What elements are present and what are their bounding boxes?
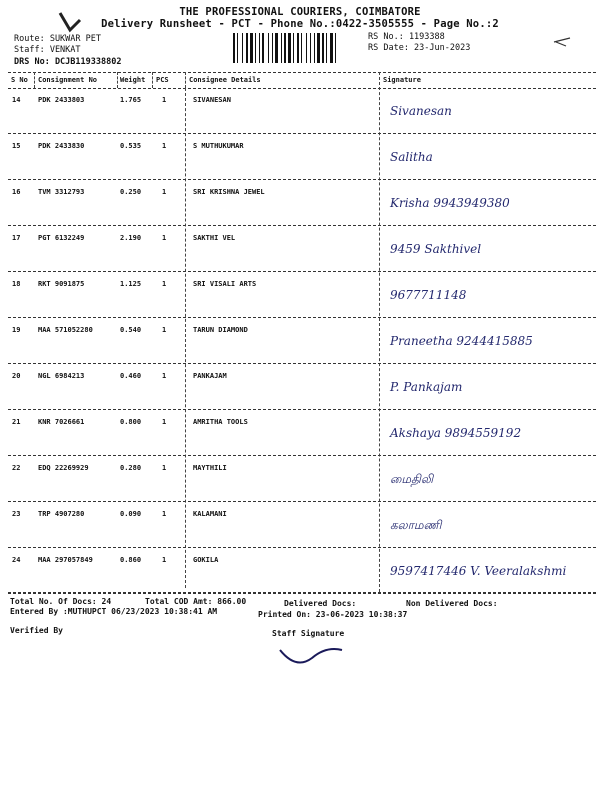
rs-number: RS No.: 1193388	[368, 32, 445, 42]
col-header-sno: S No	[11, 76, 28, 84]
row-consignment-no: PDK 2433803	[38, 96, 85, 104]
row-consignee: KALAMANI	[193, 510, 227, 518]
row-sno: 15	[12, 142, 21, 150]
row-sno: 22	[12, 464, 21, 472]
table-row	[0, 276, 600, 322]
table-row	[0, 368, 600, 414]
row-consignee: SIVANESAN	[193, 96, 231, 104]
drs-number: DRS No: DCJB119338802	[14, 57, 122, 67]
row-consignment-no: RKT 9091875	[38, 280, 85, 288]
printed-on: Printed On: 23-06-2023 10:38:37	[258, 610, 408, 619]
pen-tick-icon	[552, 34, 572, 48]
row-weight: 0.860	[120, 556, 142, 564]
row-signature: Sivanesan	[390, 104, 452, 118]
row-consignee: S MUTHUKUMAR	[193, 142, 244, 150]
row-consignment-no: PGT 6132249	[38, 234, 85, 242]
row-sno: 14	[12, 96, 21, 104]
row-weight: 0.090	[120, 510, 142, 518]
delivered-docs: Delivered Docs:	[284, 599, 357, 608]
total-cod: Total COD Amt: 866.00	[145, 597, 247, 606]
row-signature: Praneetha 9244415885	[390, 334, 533, 348]
verified-by-label: Verified By	[10, 626, 63, 635]
entered-by: Entered By :MUTHUPCT 06/23/2023 10:38:41 AM	[10, 607, 218, 616]
row-pcs: 1	[162, 556, 167, 564]
row-consignee: SRI VISALI ARTS	[193, 280, 257, 288]
row-consignment-no: MAA 571052280	[38, 326, 93, 334]
row-pcs: 1	[162, 418, 167, 426]
row-pcs: 1	[162, 510, 167, 518]
row-weight: 0.250	[120, 188, 142, 196]
row-consignment-no: MAA 297057849	[38, 556, 93, 564]
pen-scribble-icon	[40, 8, 100, 38]
row-consignment-no: PDK 2433830	[38, 142, 85, 150]
row-signature: கலாமணி	[390, 518, 442, 532]
table-row	[0, 322, 600, 368]
row-consignee: GOKILA	[193, 556, 219, 564]
table-row	[0, 506, 600, 552]
table-row	[0, 414, 600, 460]
row-sno: 20	[12, 372, 21, 380]
row-signature: மைதிலி	[390, 472, 434, 486]
row-consignment-no: NGL 6984213	[38, 372, 85, 380]
row-signature: Akshaya 9894559192	[390, 426, 522, 440]
row-consignee: SAKTHI VEL	[193, 234, 236, 242]
row-weight: 0.535	[120, 142, 142, 150]
row-weight: 1.125	[120, 280, 142, 288]
row-sno: 23	[12, 510, 21, 518]
total-docs: Total No. Of Docs: 24	[10, 597, 112, 606]
row-signature: Krisha 9943949380	[390, 196, 510, 210]
row-sno: 16	[12, 188, 21, 196]
row-pcs: 1	[162, 142, 167, 150]
row-sno: 18	[12, 280, 21, 288]
row-sno: 24	[12, 556, 21, 564]
row-signature: Salitha	[390, 150, 433, 164]
table-row	[0, 92, 600, 138]
col-header-pcs: PCS	[156, 76, 169, 84]
row-consignee: PANKAJAM	[193, 372, 227, 380]
staff-signature-scribble	[276, 640, 346, 670]
table-row	[0, 184, 600, 230]
row-weight: 0.540	[120, 326, 142, 334]
row-pcs: 1	[162, 234, 167, 242]
row-consignment-no: TVM 3312793	[38, 188, 85, 196]
row-consignee: SRI KRISHNA JEWEL	[193, 188, 265, 196]
row-signature: 9459 Sakthivel	[390, 242, 482, 256]
row-sno: 21	[12, 418, 21, 426]
rs-date: RS Date: 23-Jun-2023	[368, 43, 471, 53]
company-title: THE PROFESSIONAL COURIERS, COIMBATORE	[179, 6, 421, 18]
row-pcs: 1	[162, 188, 167, 196]
row-weight: 0.280	[120, 464, 142, 472]
row-signature: P. Pankajam	[390, 380, 463, 394]
row-pcs: 1	[162, 326, 167, 334]
col-header-consignee: Consignee Details	[189, 76, 261, 84]
row-weight: 2.190	[120, 234, 142, 242]
row-consignment-no: TRP 4907280	[38, 510, 85, 518]
row-consignee: AMRITHA TOOLS	[193, 418, 248, 426]
staff-label: Staff: VENKAT	[14, 45, 81, 55]
col-header-consignment: Consignment No	[38, 76, 98, 84]
row-consignee: TARUN DIAMOND	[193, 326, 248, 334]
row-consignment-no: KNR 7026661	[38, 418, 85, 426]
row-consignment-no: EDQ 22269929	[38, 464, 89, 472]
row-pcs: 1	[162, 280, 167, 288]
row-sno: 19	[12, 326, 21, 334]
table-row	[0, 230, 600, 276]
row-pcs: 1	[162, 96, 167, 104]
row-consignee: MAYTHILI	[193, 464, 227, 472]
row-weight: 0.460	[120, 372, 142, 380]
staff-signature-label: Staff Signature	[272, 629, 345, 638]
row-pcs: 1	[162, 464, 167, 472]
col-header-signature: Signature	[383, 76, 421, 84]
table-row	[0, 460, 600, 506]
non-delivered-docs: Non Delivered Docs:	[406, 599, 498, 608]
row-signature: 9597417446 V. Veeralakshmi	[390, 564, 567, 578]
route-label: Route: SUKWAR PET	[14, 34, 101, 44]
col-header-weight: Weight	[120, 76, 146, 84]
barcode-image	[232, 33, 356, 63]
row-weight: 1.765	[120, 96, 142, 104]
runsheet-subtitle: Delivery Runsheet - PCT - Phone No.:0422-3505555 - Page No.:2	[101, 18, 499, 30]
table-row	[0, 138, 600, 184]
row-pcs: 1	[162, 372, 167, 380]
row-weight: 0.800	[120, 418, 142, 426]
row-signature: 9677711148	[390, 288, 467, 302]
row-sno: 17	[12, 234, 21, 242]
